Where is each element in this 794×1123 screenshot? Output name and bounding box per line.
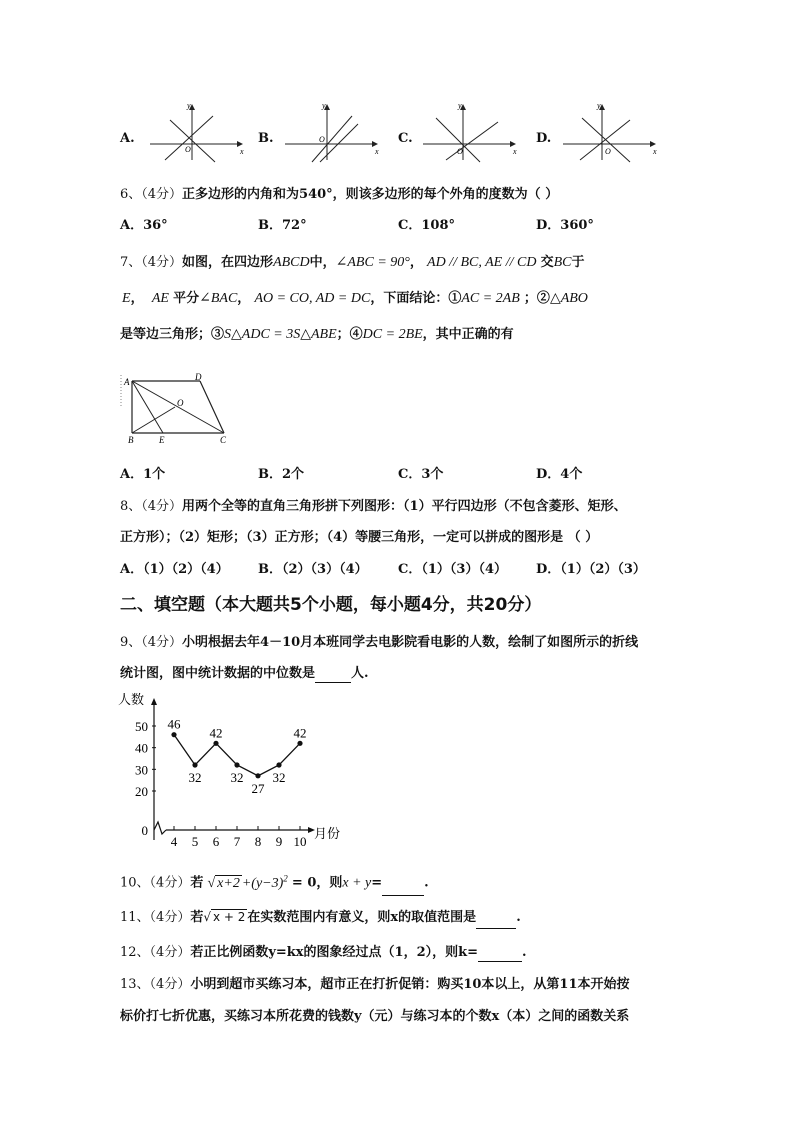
q7-math-angle: ∠ABC = 90° xyxy=(335,255,410,270)
q6-option-c: C．108° xyxy=(398,218,455,233)
svg-text:D: D xyxy=(195,372,202,382)
q9-line-chart xyxy=(110,690,360,860)
q7-math-bac: ∠BAC xyxy=(199,291,238,306)
chart-data-label: 27 xyxy=(251,780,265,796)
q6-option-a: A．36° xyxy=(120,218,168,233)
q6-stem xyxy=(120,186,558,204)
q7-text: 平分 xyxy=(173,291,200,306)
q5-graph-b xyxy=(280,102,380,162)
chart-y-tick-label: 30 xyxy=(135,762,148,778)
q7-math-ao: AO = CO, AD = DC xyxy=(254,291,371,306)
q6-text: 正多边形的内角和为540°，则该多边形的每个外角的度数为（ ） xyxy=(182,187,559,202)
q7-math-dc: DC = 2BE xyxy=(362,327,423,342)
q7-text: 是等边三角形；③ xyxy=(120,327,225,342)
q12-text: 若正比例函数y=kx的图象经过点（1，2），则k= xyxy=(190,945,479,960)
chart-axis-break xyxy=(154,822,166,834)
chart-x-tick-label: 7 xyxy=(233,834,241,849)
q11-math: √ x + 2 xyxy=(203,910,246,924)
chart-x-tick-label: 5 xyxy=(191,834,199,849)
q10-text: = 0，则 xyxy=(291,875,343,891)
chart-x-tick-label: 10 xyxy=(293,834,307,849)
q13-line2: 标价打七折优惠，买练习本所花费的钱数y（元）与练习本的个数x（本）之间的函数关系 xyxy=(120,1009,630,1024)
chart-x-label: 月份 xyxy=(314,826,341,841)
q7-math-parallel: AD // BC, AE // CD xyxy=(427,255,537,270)
q9-text: 统计图，图中统计数据的中位数是 xyxy=(120,666,316,681)
section-heading: 二、填空题（本大题共5个小题，每小题4分，共20分） xyxy=(120,595,542,615)
q5-graph-d xyxy=(558,102,658,162)
chart-y-tick-label: 20 xyxy=(135,784,148,799)
q5-option-b-letter: B. xyxy=(258,131,274,146)
svg-text:y: y xyxy=(322,101,326,110)
q5-graph-c xyxy=(418,102,518,162)
q12-stem xyxy=(120,944,527,962)
q7-math-ae: AE xyxy=(151,291,169,306)
q10-text: . xyxy=(424,875,429,891)
svg-text:x: x xyxy=(375,147,379,156)
chart-data-label: 32 xyxy=(188,770,202,785)
q8-number: 8、（4分） xyxy=(120,499,183,514)
q7-text: ， xyxy=(237,291,251,306)
q10-text: 若 xyxy=(190,875,204,891)
q5-option-a-letter: A. xyxy=(120,131,135,146)
q6-option-b: B．72° xyxy=(258,218,307,233)
q7-quadrilateral-figure xyxy=(118,372,238,447)
svg-text:y: y xyxy=(458,101,462,110)
q7-option-b: B．2个 xyxy=(258,467,305,482)
q7-text: ， xyxy=(409,255,423,270)
q7-option-c: C．3个 xyxy=(398,467,444,482)
svg-text:C: C xyxy=(220,435,227,445)
q6-option-d: D．360° xyxy=(536,218,594,233)
chart-y-tick-label: 50 xyxy=(135,719,148,734)
q10-number: 10、（4分） xyxy=(120,875,191,891)
svg-text:y: y xyxy=(597,101,601,110)
svg-text:x: x xyxy=(653,147,657,156)
q13-number: 13、（4分） xyxy=(120,977,191,992)
chart-point xyxy=(297,741,302,746)
q7-number: 7、（4分） xyxy=(120,255,183,270)
q9-number: 9、（4分） xyxy=(120,635,183,650)
q7-math-bc: BC xyxy=(553,255,572,270)
q11-stem xyxy=(120,906,521,929)
q10-exponent: 2 xyxy=(283,873,288,883)
q5-graph-a xyxy=(145,102,245,162)
q8-line1 xyxy=(120,498,627,516)
q7-text: ；② xyxy=(523,291,550,306)
chart-data-label: 32 xyxy=(272,770,286,785)
chart-point xyxy=(213,741,218,746)
q7-math-area: S△ADC = 3S△ABE xyxy=(224,327,337,342)
q7-math-ac: AC = 2AB xyxy=(461,291,520,306)
q9-answer-blank[interactable] xyxy=(315,668,351,683)
chart-point xyxy=(192,762,197,767)
q5-option-c-letter: C. xyxy=(398,131,413,146)
q10-text: = xyxy=(371,875,383,891)
q11-radicand: x + 2 xyxy=(213,910,246,924)
q10-radicand: x+2 xyxy=(217,875,240,891)
svg-text:E: E xyxy=(159,435,165,445)
q12-number: 12、（4分） xyxy=(120,945,191,960)
svg-text:O: O xyxy=(605,147,611,156)
chart-point xyxy=(234,762,239,767)
q9-text: 人. xyxy=(351,666,369,681)
q10-math-part: +(y−3) xyxy=(241,875,284,891)
q7-math-abcd: ABCD xyxy=(273,255,310,270)
q10-answer-blank[interactable] xyxy=(382,881,424,896)
q7-text: ， xyxy=(130,291,144,306)
q12-answer-blank[interactable] xyxy=(478,947,522,962)
q11-answer-blank[interactable] xyxy=(476,914,516,929)
q7-text: ，下面结论：① xyxy=(370,291,462,306)
q8-text: 用两个全等的直角三角形拼下列图形：（1）平行四边形（不包含菱形、矩形、 xyxy=(182,499,627,514)
q9-text: 小明根据去年4－10月本班同学去电影院看电影的人数，绘制了如图所示的折线 xyxy=(182,635,639,650)
q13-text: 小明到超市买练习本，超市正在打折促销：购买10本以上，从第11本开始按 xyxy=(190,977,630,992)
chart-data-label: 42 xyxy=(293,725,307,741)
svg-text:A: A xyxy=(124,377,130,387)
q7-text: ，其中正确的有 xyxy=(422,327,514,342)
chart-y-tick-label: 0 xyxy=(141,823,148,838)
chart-tick-labels xyxy=(118,692,340,849)
q7-line3 xyxy=(120,326,514,344)
q8-option-b: B．（2）（3）（4） xyxy=(258,562,368,577)
q7-text: ；④ xyxy=(336,327,363,342)
q7-option-a: A．1个 xyxy=(120,467,166,482)
q7-text: 如图，在四边形 xyxy=(182,255,274,270)
q10-math: √ $x+2 +(y-3)^2$ xyxy=(207,873,288,891)
chart-point xyxy=(255,773,260,778)
svg-text:O: O xyxy=(177,398,184,408)
q7-text: 于 xyxy=(571,255,585,270)
chart-x-tick-label: 9 xyxy=(275,834,283,849)
chart-y-axis-arrow xyxy=(151,698,157,705)
q7-math-e: E xyxy=(122,291,131,306)
q8-line2: 正方形）；（2）矩形；（3）正方形；（4）等腰三角形，一定可以拼成的图形是 （ ） xyxy=(120,530,599,545)
q11-text: 若 xyxy=(190,910,204,925)
q7-text: 中， xyxy=(309,255,336,270)
chart-data-label: 46 xyxy=(167,716,181,732)
chart-x-tick-label: 8 xyxy=(254,834,262,849)
chart-data-label: 32 xyxy=(230,770,244,785)
q9-line2 xyxy=(120,665,369,683)
q8-option-d: D．（1）（2）（3） xyxy=(536,562,646,577)
q7-math-abo: △ABO xyxy=(549,291,588,306)
chart-x-tick-label: 6 xyxy=(212,834,220,849)
q10-math-xy: x + y xyxy=(342,875,372,891)
q11-number: 11、（4分） xyxy=(120,910,191,925)
chart-point xyxy=(171,732,176,737)
svg-text:B: B xyxy=(128,435,134,445)
svg-text:O: O xyxy=(457,147,463,156)
chart-y-label: 人数 xyxy=(118,692,145,707)
chart-x-tick-label: 4 xyxy=(170,834,178,849)
q12-text: . xyxy=(522,945,527,960)
svg-text:x: x xyxy=(513,147,517,156)
svg-text:O: O xyxy=(185,145,191,154)
q7-option-d: D．4个 xyxy=(536,467,583,482)
q7-text: 交 xyxy=(540,255,554,270)
svg-text:y: y xyxy=(187,101,191,110)
q9-line1 xyxy=(120,634,638,652)
q10-stem xyxy=(120,866,429,896)
q7-line1 xyxy=(120,254,585,272)
q5-option-d-letter: D. xyxy=(536,131,552,146)
q7-line2 xyxy=(122,290,588,308)
svg-text:O: O xyxy=(319,135,325,144)
svg-text:x: x xyxy=(240,147,244,156)
chart-point xyxy=(276,762,281,767)
q11-text: 在实数范围内有意义，则x的取值范围是 xyxy=(247,910,477,925)
chart-data-label: 42 xyxy=(209,725,223,741)
chart-y-tick-label: 40 xyxy=(135,740,148,756)
q11-text: . xyxy=(516,910,521,925)
q6-number: 6、（4分） xyxy=(120,187,183,202)
q8-option-c: C．（1）（3）（4） xyxy=(398,562,507,577)
q13-line1 xyxy=(120,976,630,994)
q8-option-a: A．（1）（2）（4） xyxy=(120,562,229,577)
